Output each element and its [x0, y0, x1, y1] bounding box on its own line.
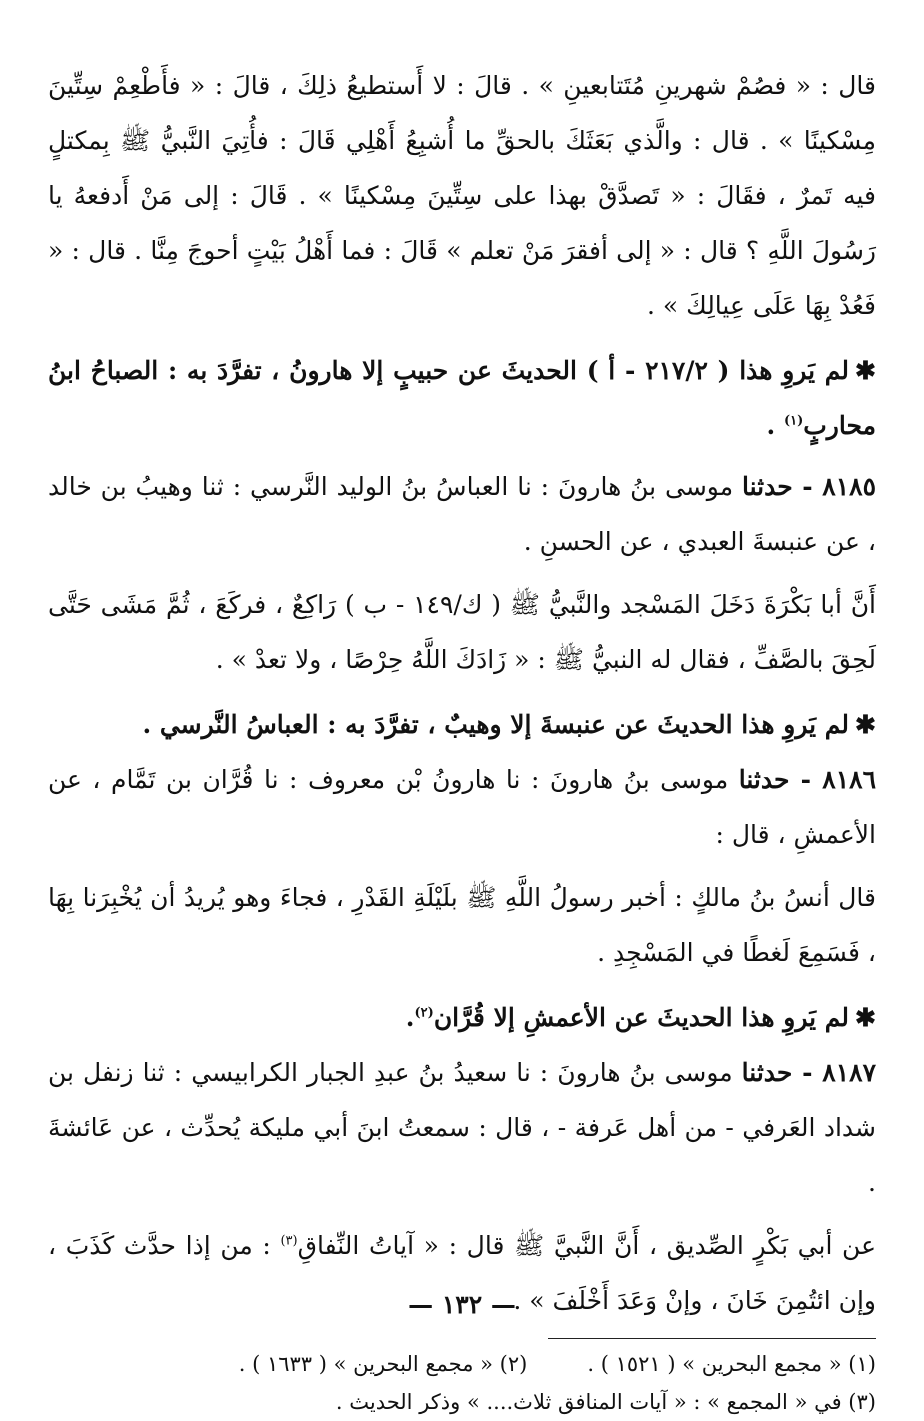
page-number: — ١٣٢ —: [408, 1290, 516, 1319]
footnote-3: (٣) في « المجمع » : « آيات المنافق ثلاث.... » وذكر الحديث .: [335, 1390, 876, 1414]
footnote-row: [48, 1345, 876, 1383]
isnad-text: موسى بنُ هارونَ : نا سعيدُ بنُ عبدِ الجبار الكرابيسي : ثنا زنفل بن شداد العَرفي - من أهل عَرفة - ، قال : سمعتُ ابنَ أبي مليكة يُحدِّث ، عن عَائشةَ .: [48, 1058, 876, 1197]
asterisk-icon: ✱: [855, 1003, 876, 1032]
note-end: .: [405, 1003, 415, 1032]
matn-text-a: عن أبي بَكْرٍ الصِّديق ، أَنَّ النَّبيَّ ﷺ قال : « آياتُ النِّفاقِ: [297, 1231, 876, 1260]
hadith-8186-isnad: [48, 752, 876, 862]
note-text: لم يَروِ هذا الحديثَ عن عنبسةَ إلا وهيبٌ ، تفرَّدَ به : العباسُ النَّرسي .: [142, 710, 850, 739]
hadith-8187-isnad: [48, 1045, 876, 1210]
note-text: لم يَروِ هذا الحديثَ عن الأعمشِ إلا قُرَّان: [433, 1003, 850, 1032]
hadith-continuation-text: قال : « فصُمْ شهرينِ مُتَتابعينِ » . قالَ : لا أَستطيعُ ذلِكَ ، قالَ : « فأَطْعِمْ سِتِّينَ مِسْكينًا » . قال : والَّذي بَعَثَكَ بالحقِّ ما أُشبِعُ أَهْلِي قَالَ : فأُتِيَ النَّبيُّ ﷺ بِمكتلٍ فيه تَمرٌ ، فقَالَ : « تَصدَّقْ بهذا على سِتِّينَ مِسْكينًا » . قَالَ : إلى مَنْ أَدفعهُ يا رَسُولَ اللَّهِ ؟ قال : « إلى أفقرَ مَنْ تعلم » قَالَ : فما أَهْلُ بَيْتٍ أحوجَ مِنَّا . قال : « فَعُدْ بِهَا عَلَى عِيالِكَ » .: [48, 71, 876, 320]
hadith-number: ٨١٨٧ - حدثنا: [741, 1058, 876, 1087]
hadith-8186-matn: قال أنسُ بنُ مالكٍ : أخبر رسولُ اللَّهِ ﷺ بلَيْلَةِ القَدْرِ ، فجاءَ وهو يُريدُ أن يُخْبِرَنا بِهَا ، فَسَمِعَ لَغطًا في المَسْجِدِ .: [48, 883, 876, 967]
footnote-ref: (٢): [414, 1005, 434, 1021]
editorial-note-3: [48, 990, 876, 1045]
asterisk-icon: ✱: [855, 710, 876, 739]
hadith-8185-isnad: [48, 459, 876, 569]
editorial-note-1: [48, 343, 876, 453]
note-text: لم يَروِ هذا ( ٢١٧/٢ - أ ) الحديثَ عن حبيبٍ إلا هارونُ ، تفرَّدَ به : الصباحُ ابنُ محاربٍ: [48, 356, 876, 440]
footnote-divider: [548, 1338, 876, 1339]
footnote-2: (٢) « مجمع البحرين » ( ١٦٣٣ ) .: [238, 1352, 528, 1376]
footnote-1: (١) « مجمع البحرين » ( ١٥٢١ ) .: [587, 1352, 876, 1376]
footnotes: [48, 1345, 876, 1421]
note-end: .: [766, 411, 784, 440]
hadith-number: ٨١٨٥ - حدثنا: [741, 472, 876, 501]
hadith-8185-matn: أَنَّ أبا بَكْرَةَ دَخَلَ المَسْجد والنَّبيُّ ﷺ ( ك/١٤٩ - ب ) رَاكِعٌ ، فركَعَ ، ثُمَّ مَشَى حَتَّى لَحِقَ بالصَّفِّ ، فقال له النبيُّ ﷺ : « زَادَكَ اللَّهُ حِرْصًا ، ولا تعدْ » .: [48, 590, 877, 674]
editorial-note-2: [48, 697, 876, 752]
asterisk-icon: ✱: [855, 356, 876, 385]
isnad-text: موسى بنُ هارونَ : نا العباسُ بنُ الوليد النَّرسي : ثنا وهيبُ بن خالد ، عن عنبسةَ العبدي ، عن الحسنِ .: [48, 472, 876, 556]
footnote-ref: (٣): [280, 1233, 298, 1249]
matn-text-b: : من إذا حدَّث كَذَبَ ، وإن ائتُمِنَ خَانَ ، وإنْ وَعَدَ أَخْلَفَ » .: [48, 1231, 876, 1315]
hadith-number: ٨١٨٦ - حدثنا: [738, 765, 876, 794]
isnad-text: موسى بنُ هارونَ : نا هارونُ بْن معروف : نا قُرَّان بن تَمَّام ، عن الأعمشِ ، قال :: [48, 765, 876, 849]
footnote-ref: (١): [783, 413, 804, 429]
